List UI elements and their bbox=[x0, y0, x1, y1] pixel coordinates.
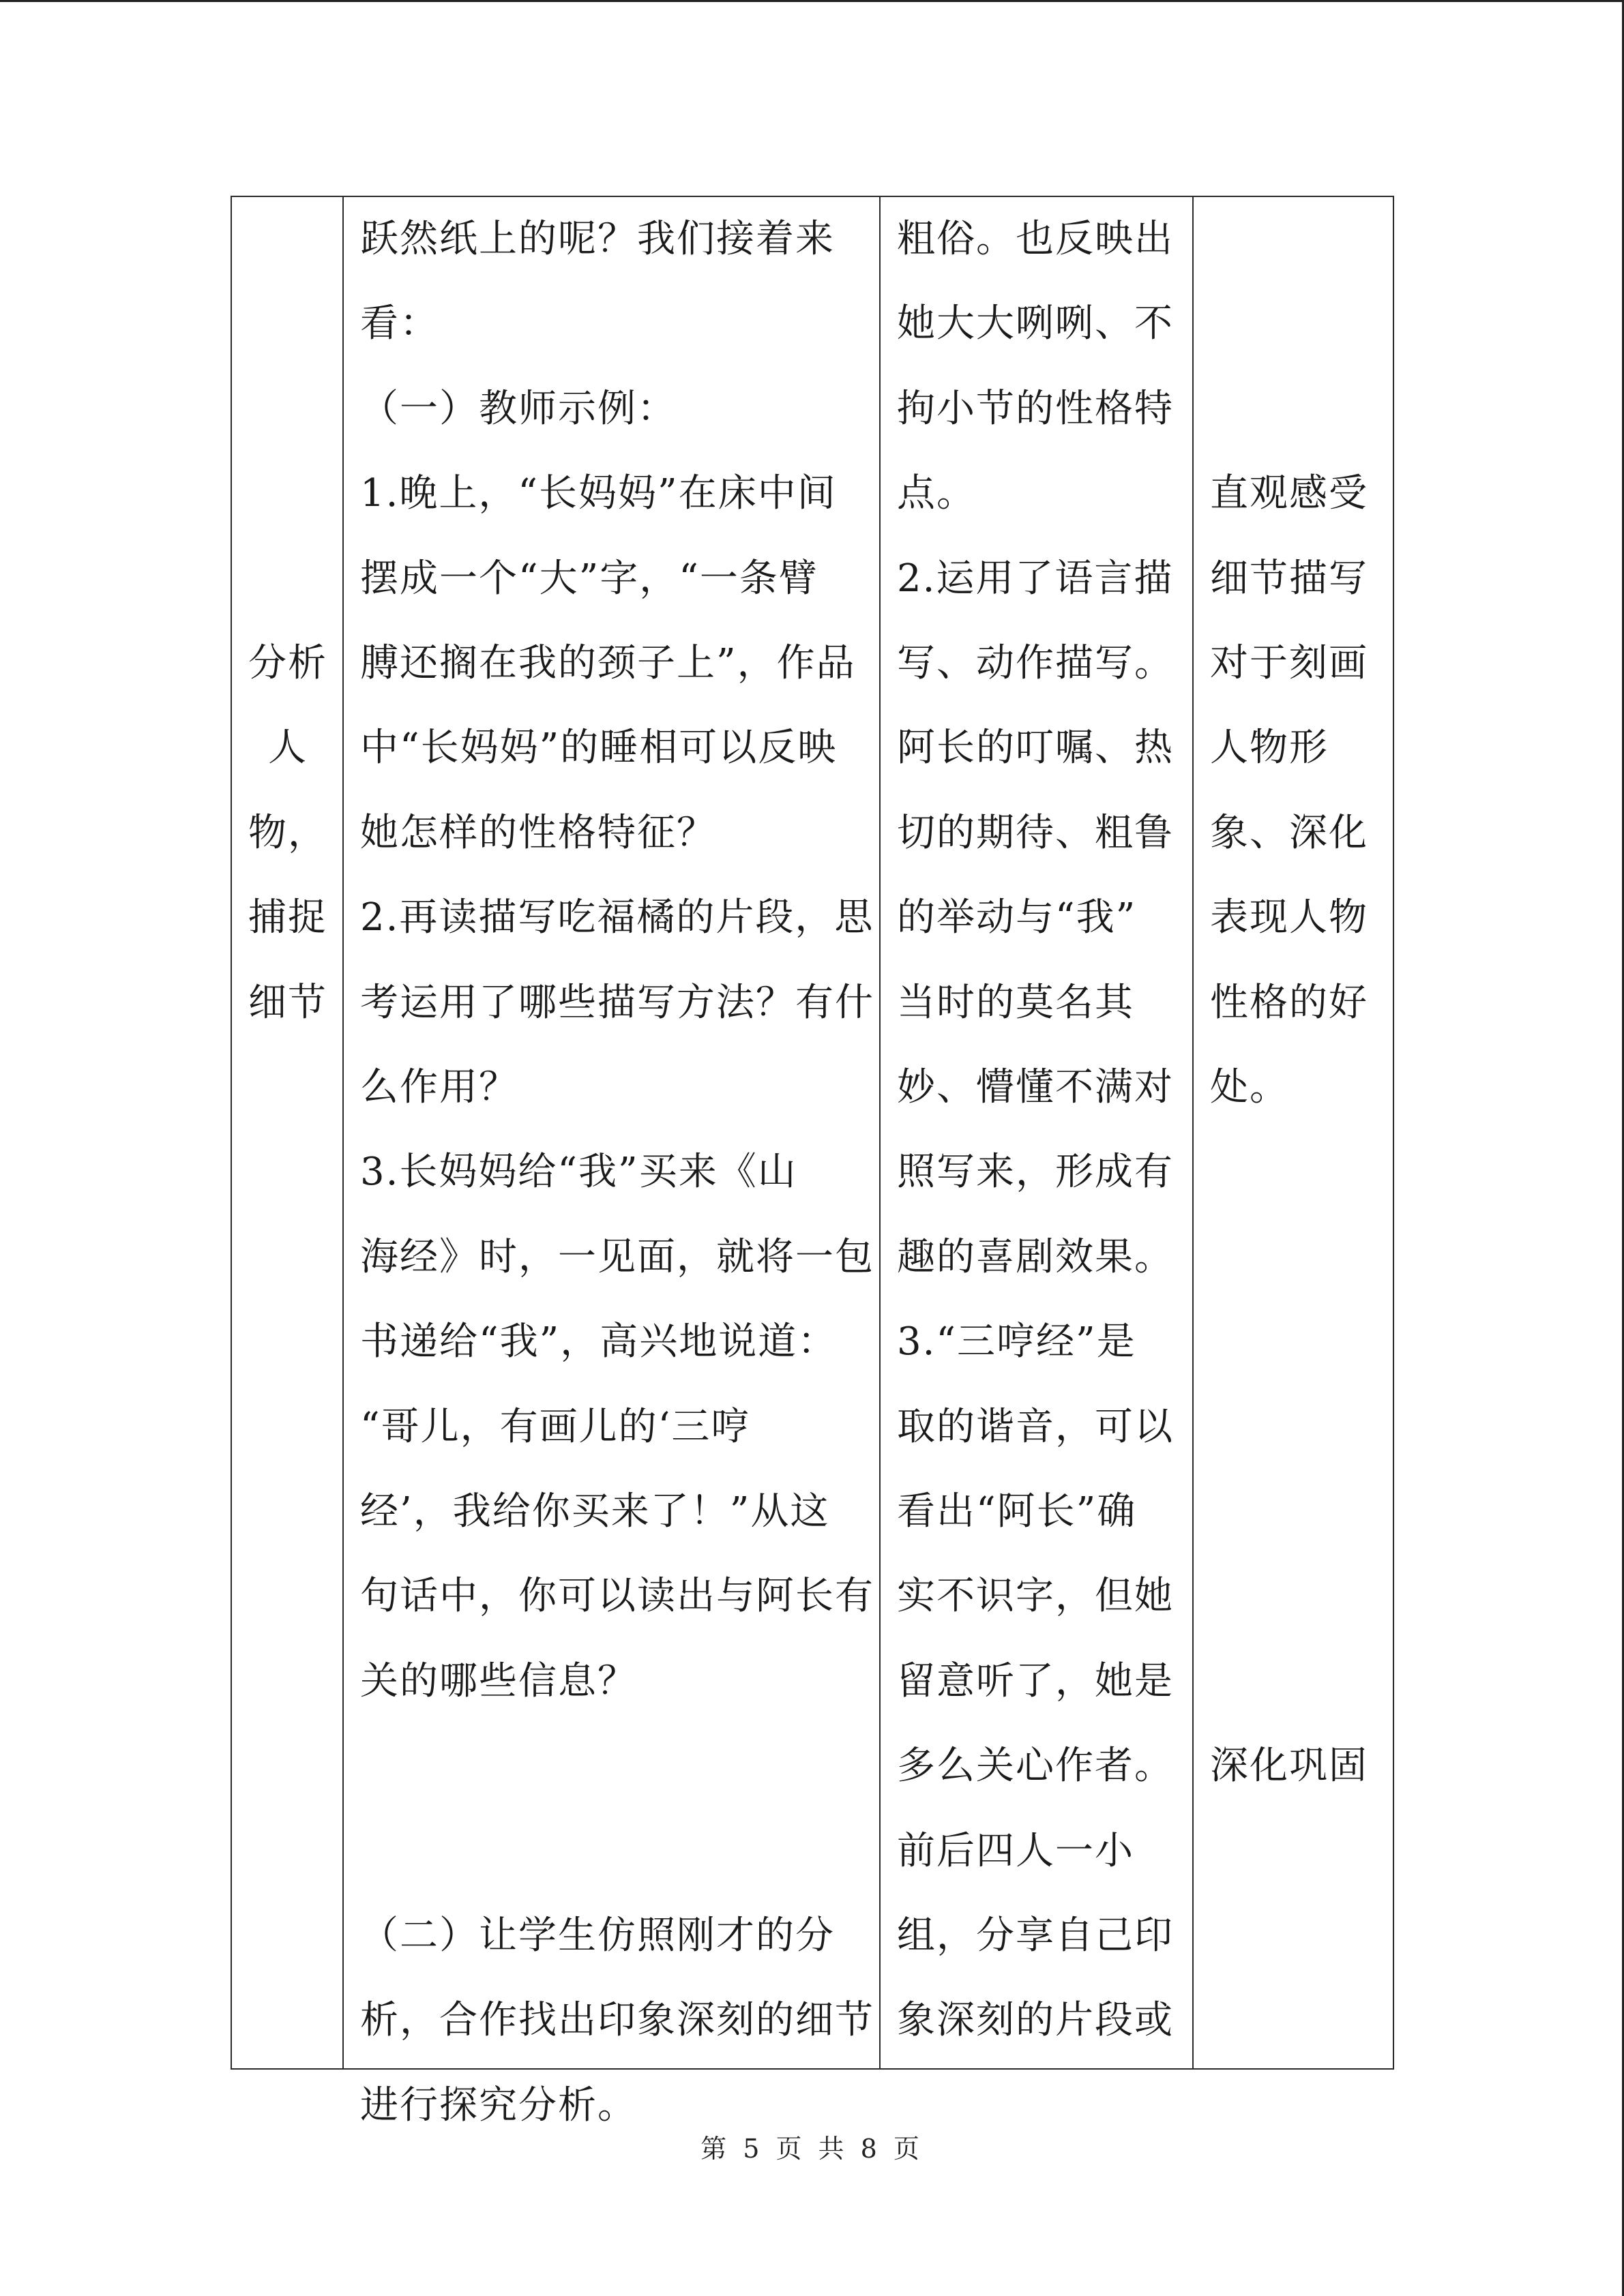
teacher-activity-line: 膊还搁在我的颈子上”，作品 bbox=[360, 641, 856, 685]
teacher-activity-line: 书递给“我”，高兴地说道： bbox=[360, 1320, 838, 1365]
stage-line: 捕捉 bbox=[248, 895, 327, 940]
student-activity-line: 粗俗。也反映出 bbox=[897, 217, 1174, 261]
student-activity-line: 趣的喜剧效果。 bbox=[897, 1234, 1174, 1279]
design-intent-line: 直观感受 bbox=[1210, 471, 1368, 516]
teacher-activity-line: 摆成一个“大”字，“一条臂 bbox=[360, 556, 818, 601]
design-intent-line: 性格的好 bbox=[1210, 980, 1368, 1025]
teacher-activity-line: 3.长妈妈给“我”买来《山 bbox=[360, 1150, 797, 1195]
teacher-activity-line: 么作用？ bbox=[360, 1065, 518, 1109]
student-activity-line: 拘小节的性格特 bbox=[897, 386, 1174, 431]
design-intent-summary: 深化巩固 bbox=[1210, 1744, 1368, 1789]
student-activity-line: 3.“三哼经”是 bbox=[897, 1320, 1136, 1365]
student-activity-line: 实不识字，但她 bbox=[897, 1574, 1174, 1619]
teacher-activity-line: “哥儿，有画儿的‘三哼 bbox=[360, 1404, 751, 1449]
teacher-activity-line: 进行探究分析。 bbox=[360, 2083, 637, 2128]
teacher-activity-line: 她怎样的性格特征？ bbox=[360, 810, 716, 855]
student-activity-line: 的举动与“我” bbox=[897, 895, 1137, 940]
teacher-activity-line: 跃然纸上的呢？我们接着来 bbox=[360, 217, 835, 261]
design-intent-line: 对于刻画 bbox=[1210, 641, 1368, 685]
teacher-activity-line: （二）让学生仿照刚才的分 bbox=[360, 1913, 835, 1958]
teacher-activity-cell bbox=[343, 196, 880, 2128]
teacher-activity-line: 看： bbox=[360, 301, 439, 346]
stage-line: 细节 bbox=[248, 980, 327, 1025]
student-activity-line: 切的期待、粗鲁 bbox=[897, 810, 1174, 855]
stage-cell bbox=[231, 196, 343, 2069]
stage-line: 物， bbox=[248, 810, 327, 855]
student-activity-line: 写、动作描写。 bbox=[897, 641, 1174, 685]
student-activity-line: 象深刻的片段或 bbox=[897, 1998, 1174, 2043]
student-activity-line: 取的谐音，可以 bbox=[897, 1404, 1174, 1449]
page-footer: 第 5 页 共 8 页 bbox=[700, 2134, 924, 2164]
student-activity-line: 妙、懵懂不满对 bbox=[897, 1065, 1174, 1109]
teacher-activity-line: 考运用了哪些描写方法？有什 bbox=[360, 980, 874, 1025]
lesson-plan-table bbox=[231, 196, 1394, 2128]
design-intent-line: 人物形 bbox=[1210, 726, 1329, 771]
student-activity-cell bbox=[880, 196, 1193, 2069]
teacher-activity-line: 析，合作找出印象深刻的细节 bbox=[360, 1998, 874, 2043]
teacher-activity-line: 1.晚上，“长妈妈”在床中间 bbox=[360, 471, 837, 516]
stage-line: 人 bbox=[268, 726, 308, 771]
student-activity-line: 阿长的叮嘱、热 bbox=[897, 726, 1174, 771]
teacher-activity-line: 经’，我给你买来了！”从这 bbox=[360, 1489, 830, 1534]
student-activity-line: 2.运用了语言描 bbox=[897, 556, 1174, 601]
design-intent-line: 象、深化 bbox=[1210, 810, 1368, 855]
design-intent-line: 细节描写 bbox=[1210, 556, 1368, 601]
teacher-activity-line: （一）教师示例： bbox=[360, 386, 677, 431]
student-activity-lines bbox=[881, 197, 1192, 2068]
student-activity-line: 当时的莫名其 bbox=[897, 980, 1134, 1025]
design-intent-line: 表现人物 bbox=[1210, 895, 1368, 940]
student-activity-line: 留意听了，她是 bbox=[897, 1658, 1174, 1703]
teacher-activity-line: 海经》时，一见面，就将一包 bbox=[360, 1234, 874, 1279]
student-activity-line: 看出“阿长”确 bbox=[897, 1489, 1137, 1534]
design-intent-line: 处。 bbox=[1210, 1065, 1289, 1109]
student-activity-line: 照写来，形成有 bbox=[897, 1150, 1174, 1195]
teacher-activity-line: 中“长妈妈”的睡相可以反映 bbox=[360, 726, 838, 771]
teacher-activity-line: 句话中，你可以读出与阿长有 bbox=[360, 1574, 874, 1619]
table-row bbox=[231, 196, 1393, 2069]
student-activity-line: 前后四人一小 bbox=[897, 1828, 1134, 1873]
design-intent-lines bbox=[1194, 197, 1393, 2068]
stage-line: 分析 bbox=[248, 641, 327, 685]
stage-cell-lines bbox=[232, 197, 342, 2068]
student-activity-line: 多么关心作者。 bbox=[897, 1744, 1174, 1789]
design-intent-cell bbox=[1193, 196, 1393, 2069]
student-activity-line: 她大大咧咧、不 bbox=[897, 301, 1174, 346]
student-activity-line: 点。 bbox=[897, 471, 976, 516]
page-top-rule bbox=[0, 0, 1624, 2]
teacher-activity-line: 2.再读描写吃福橘的片段，思 bbox=[360, 895, 874, 940]
teacher-activity-line: 关的哪些信息？ bbox=[360, 1658, 637, 1703]
student-activity-line: 组，分享自己印 bbox=[897, 1913, 1174, 1958]
teacher-activity-lines bbox=[344, 197, 879, 2128]
